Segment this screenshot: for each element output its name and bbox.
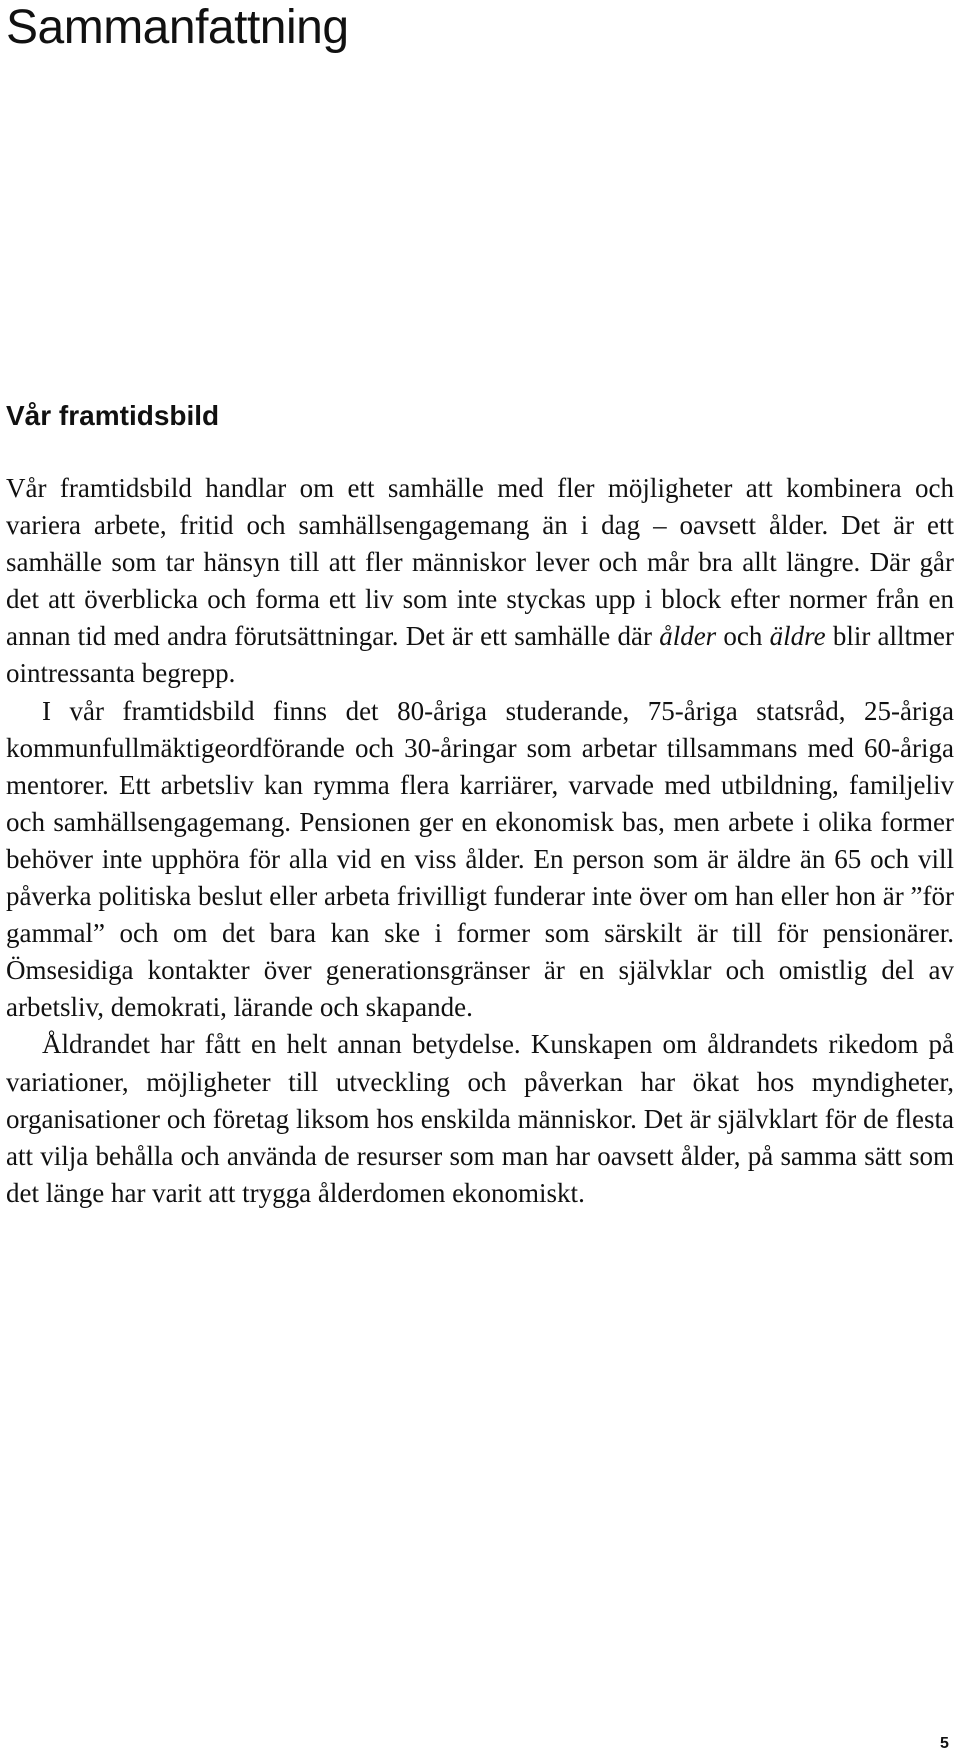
- paragraph-1: [6, 470, 954, 693]
- paragraph-1-text: Vår framtidsbild handlar om ett samhälle med fler möjligheter att kombinera och variera arbete, fritid och samhällsengagemang än i dag – oavsett ålder. Det är ett samhälle som tar hänsyn till att fler människor lever och mår bra allt längre. Där går det att överblicka och forma ett liv som inte styckas upp i block efter normer från en annan tid med andra förutsättningar. Det är ett samhälle där: [6, 473, 954, 652]
- paragraph-1-text-3: blir alltmer ointressanta begrepp.: [6, 621, 955, 689]
- body-text: [6, 470, 954, 1212]
- emphasis-alder: ålder: [659, 621, 717, 652]
- page-number: 5: [940, 1735, 949, 1752]
- paragraph-3: Åldrandet har fått en helt annan betydelse. Kunskapen om åldrandets rikedom på variationer, möjligheter till utveckling och påverkan har ökat hos myndigheter, organisationer och företag liksom hos enskilda människor. Det är självklart för de flesta att vilja behålla och använda de resurser som man har oavsett ålder, på samma sätt som det länge har varit att trygga ålderdomen ekonomiskt.: [6, 1029, 954, 1208]
- paragraph-2: I vår framtidsbild finns det 80-åriga studerande, 75-åriga statsråd, 25-åriga kommunfullmäktigeordförande och 30-åringar som arbetar tillsammans med 60-åriga mentorer. Ett arbetsliv kan rymma flera karriärer, varvade med utbildning, familjeliv och samhällsengagemang. Pensionen ger en ekonomisk bas, men arbete i olika former behöver inte upphöra för alla vid en viss ålder. En person som är äldre än 65 och vill påverka politiska beslut eller arbeta frivilligt funderar inte över om han eller hon är ”för gammal” och om det bara kan ske i former som särskilt är till för pensionärer. Ömsesidiga kontakter över generationsgränser är en självklar och omistlig del av arbetsliv, demokrati, lärande och skapande.: [6, 695, 954, 1023]
- emphasis-aldre: äldre: [769, 621, 826, 652]
- section-heading: Vår framtidsbild: [6, 400, 220, 431]
- paragraph-1-text-2: och: [723, 621, 763, 652]
- page-title: Sammanfattning: [6, 1, 349, 54]
